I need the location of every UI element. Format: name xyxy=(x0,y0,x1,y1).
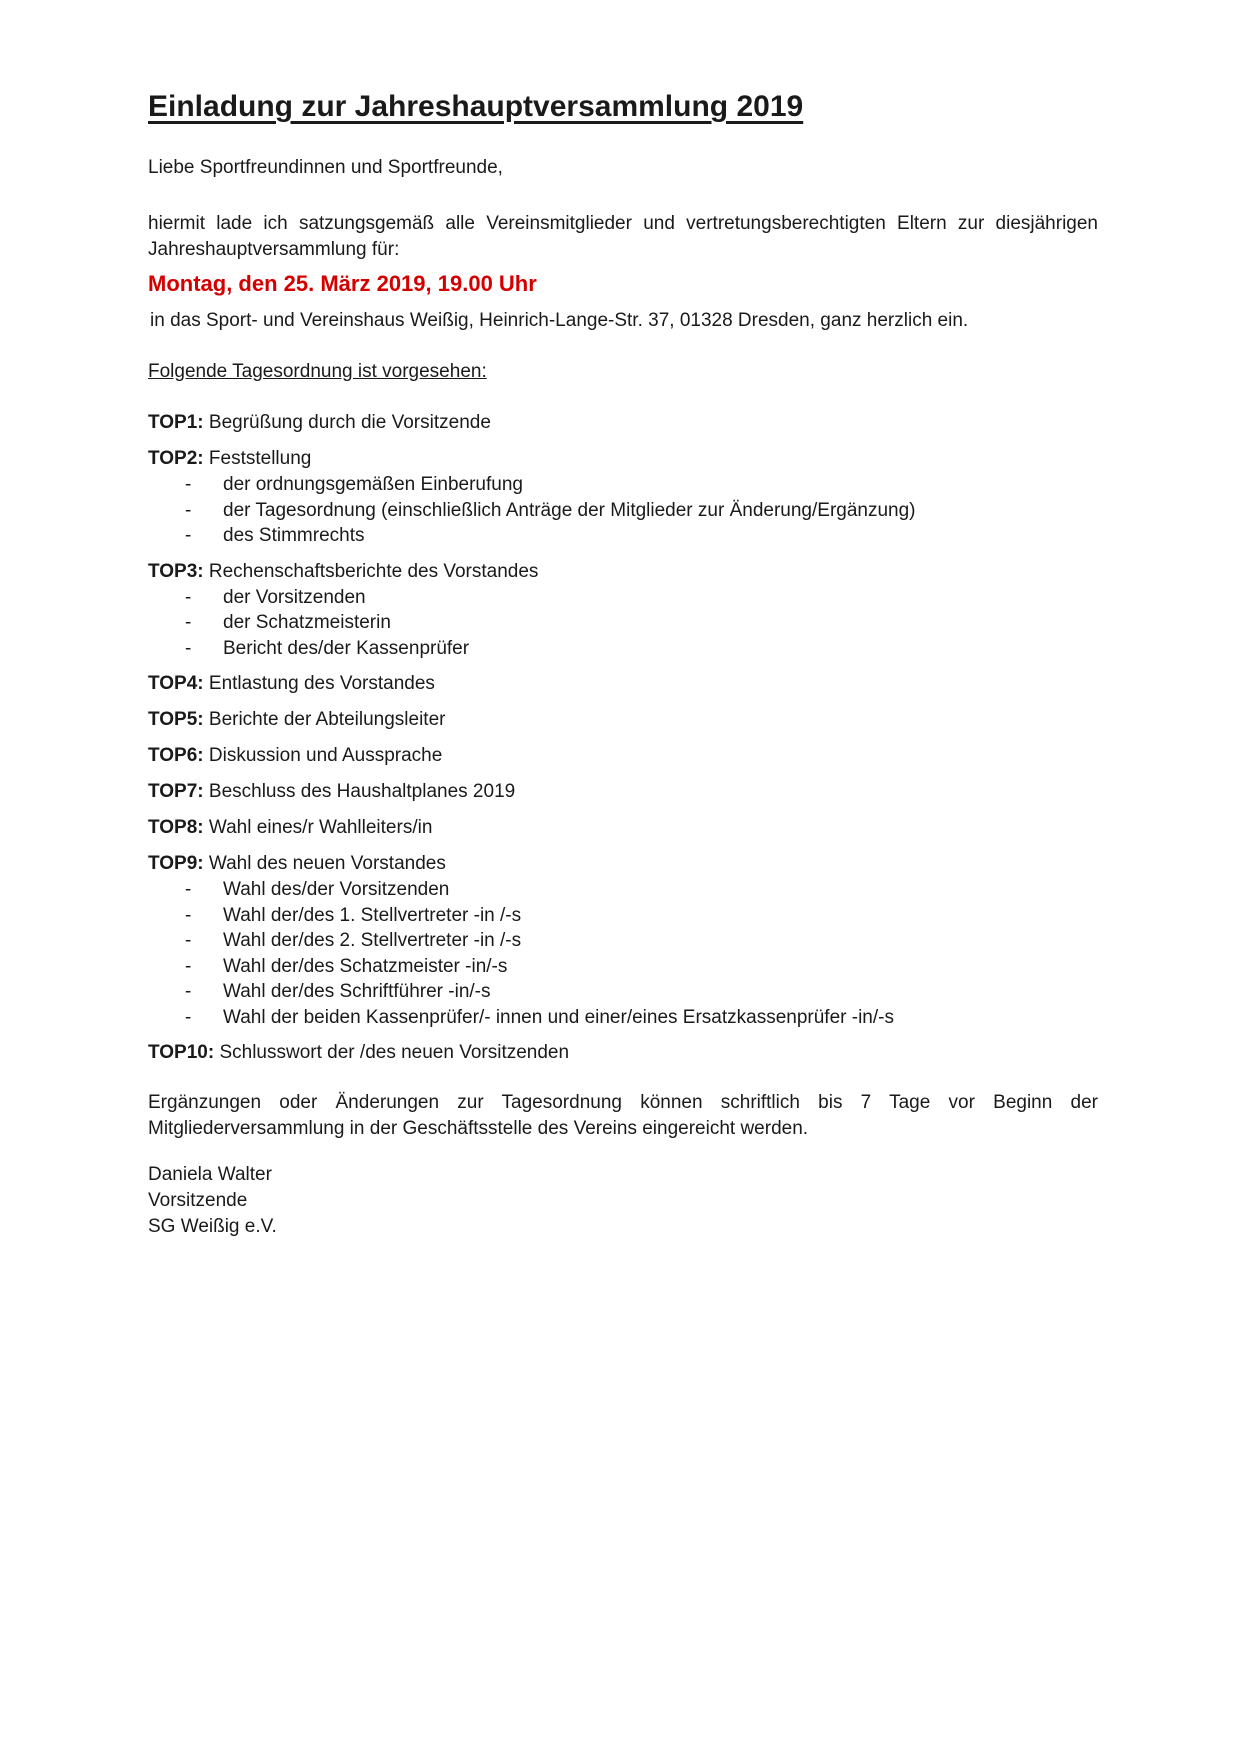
agenda-subitem-text: Wahl der/des Schatzmeister -in/-s xyxy=(223,955,508,977)
agenda-subitem-text: Wahl des/der Vorsitzenden xyxy=(223,879,450,900)
signature-role: Vorsitzende xyxy=(148,1190,248,1211)
signature-block xyxy=(148,1162,1098,1240)
agenda-item-label: TOP6: xyxy=(148,745,204,766)
agenda-subitem-text: des Stimmrechts xyxy=(223,525,365,546)
agenda-item-text: Entlastung des Vorstandes xyxy=(208,673,435,694)
agenda-item-label: TOP4: xyxy=(148,673,204,694)
agenda-subitem-text: der ordnungsgemäßen Einberufung xyxy=(223,474,523,495)
agenda-item-label: TOP9: xyxy=(148,853,204,874)
agenda-item-text: Schlusswort der /des neuen Vorsitzenden xyxy=(219,1042,570,1063)
agenda-subitem-text: der Schatzmeisterin xyxy=(223,612,391,633)
greeting: Liebe Sportfreundinnen und Sportfreunde, xyxy=(148,157,503,178)
dash-bullet: - xyxy=(185,525,192,546)
agenda-item xyxy=(148,1040,1098,1066)
agenda-item-line xyxy=(148,779,1098,805)
agenda-item xyxy=(148,671,1098,697)
agenda-subitem xyxy=(148,498,1098,524)
agenda-item-label: TOP10: xyxy=(148,1042,215,1063)
agenda-item-line xyxy=(148,851,1098,877)
agenda-subitem-text: Wahl der/des 2. Stellvertreter -in /-s xyxy=(223,930,522,951)
agenda-heading: Folgende Tagesordnung ist vorgesehen: xyxy=(148,361,487,382)
agenda-subitem xyxy=(148,585,1098,611)
agenda-subitem-list xyxy=(148,585,1098,662)
agenda-subitem xyxy=(148,903,1098,929)
venue-line: in das Sport- und Vereinshaus Weißig, Heinrich-Lange-Str. 37, 01328 Dresden, ganz herzlich ein. xyxy=(150,310,969,331)
agenda-item-line xyxy=(148,410,1098,436)
agenda-item xyxy=(148,815,1098,841)
signature-organization: SG Weißig e.V. xyxy=(148,1216,277,1237)
agenda-subitem xyxy=(148,472,1098,498)
agenda-subitem xyxy=(148,877,1098,903)
agenda-item xyxy=(148,779,1098,805)
agenda-list xyxy=(148,410,1098,1066)
agenda-subitem xyxy=(148,928,1098,954)
dash-bullet: - xyxy=(185,1006,192,1028)
agenda-subitem-text: Bericht des/der Kassenprüfer xyxy=(223,637,470,659)
agenda-item-line xyxy=(148,707,1098,733)
agenda-item-label: TOP2: xyxy=(148,448,204,469)
agenda-item-line xyxy=(148,559,1098,585)
dash-bullet: - xyxy=(185,637,192,659)
agenda-item-line xyxy=(148,446,1098,472)
agenda-item-text: Begrüßung durch die Vorsitzende xyxy=(208,412,491,433)
agenda-item-label: TOP7: xyxy=(148,781,204,802)
agenda-item-text: Wahl eines/r Wahlleiters/in xyxy=(208,817,433,838)
agenda-item xyxy=(148,851,1098,1030)
agenda-subitem xyxy=(148,979,1098,1005)
dash-bullet: - xyxy=(185,499,192,521)
agenda-subitem-list xyxy=(148,472,1098,549)
dash-bullet: - xyxy=(185,904,192,926)
intro-paragraph: hiermit lade ich satzungsgemäß alle Vereinsmitglieder und vertretungsberechtigten Eltern zur diesjährigen Jahreshauptversammlung für: xyxy=(148,213,1098,260)
agenda-item-label: TOP1: xyxy=(148,412,204,433)
agenda-subitem xyxy=(148,636,1098,662)
agenda-item-text: Beschluss des Haushaltplanes 2019 xyxy=(208,781,516,802)
agenda-item-text: Wahl des neuen Vorstandes xyxy=(208,853,446,874)
signature-name: Daniela Walter xyxy=(148,1164,272,1185)
document-page xyxy=(148,88,1098,1240)
agenda-item-line xyxy=(148,815,1098,841)
agenda-item xyxy=(148,410,1098,436)
agenda-subitem xyxy=(148,954,1098,980)
agenda-item-line xyxy=(148,671,1098,697)
agenda-item-line xyxy=(148,1040,1098,1066)
meeting-date: Montag, den 25. März 2019, 19.00 Uhr xyxy=(148,271,537,296)
agenda-item-text: Rechenschaftsberichte des Vorstandes xyxy=(208,560,539,582)
dash-bullet: - xyxy=(185,612,192,633)
agenda-subitem xyxy=(148,1005,1098,1031)
dash-bullet: - xyxy=(185,879,192,900)
agenda-item-text: Berichte der Abteilungsleiter xyxy=(208,709,446,730)
agenda-item xyxy=(148,446,1098,549)
agenda-item-text: Feststellung xyxy=(208,448,312,469)
agenda-item-line xyxy=(148,743,1098,769)
agenda-subitem-list xyxy=(148,877,1098,1030)
agenda-item-label: TOP5: xyxy=(148,709,204,730)
agenda-subitem-text: Wahl der beiden Kassenprüfer/- innen und einer/eines Ersatzkassenprüfer -in/-s xyxy=(223,1006,894,1028)
agenda-item-label: TOP8: xyxy=(148,817,204,838)
agenda-item-label: TOP3: xyxy=(148,560,204,582)
dash-bullet: - xyxy=(185,474,192,495)
dash-bullet: - xyxy=(185,930,192,951)
agenda-subitem xyxy=(148,610,1098,636)
agenda-item-text: Diskussion und Aussprache xyxy=(208,745,443,766)
dash-bullet: - xyxy=(185,955,192,977)
dash-bullet: - xyxy=(185,586,192,608)
agenda-item xyxy=(148,743,1098,769)
agenda-item xyxy=(148,559,1098,662)
agenda-subitem-text: der Tagesordnung (einschließlich Anträge der Mitglieder zur Änderung/Ergänzung) xyxy=(223,499,916,521)
agenda-subitem-text: der Vorsitzenden xyxy=(223,586,366,608)
agenda-subitem-text: Wahl der/des 1. Stellvertreter -in /-s xyxy=(223,904,522,926)
dash-bullet: - xyxy=(185,981,192,1002)
agenda-item xyxy=(148,707,1098,733)
closing-paragraph: Ergänzungen oder Änderungen zur Tagesordnung können schriftlich bis 7 Tage vor Beginn der Mitgliederversammlung in der Geschäftsstelle des Vereins eingereicht werden. xyxy=(148,1092,1098,1139)
document-title: Einladung zur Jahreshauptversammlung 2019 xyxy=(148,90,804,123)
agenda-subitem xyxy=(148,523,1098,549)
agenda-subitem-text: Wahl der/des Schriftführer -in/-s xyxy=(223,981,491,1002)
